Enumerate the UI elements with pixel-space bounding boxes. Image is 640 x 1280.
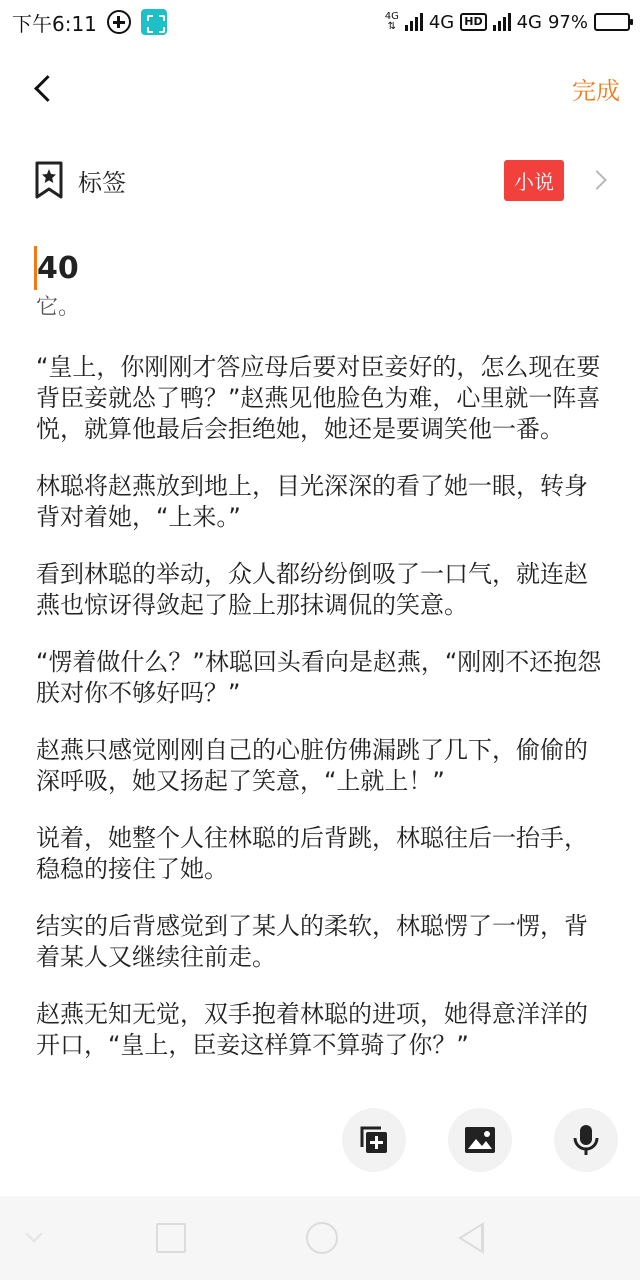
title-field[interactable]	[34, 246, 79, 290]
clipped-text-line	[36, 295, 81, 320]
add-copy-button[interactable]	[342, 1108, 406, 1172]
chevron-right-icon[interactable]	[590, 170, 610, 190]
paragraph[interactable]: “皇上，你刚刚才答应母后要对臣妾好的，怎么现在要背臣妾就怂了鸭？”赵燕见他脸色为难，心里就一阵喜悦，就算他最后会拒绝她，她还是要调笑他一番。	[36, 353, 601, 443]
add-copy-icon	[357, 1123, 391, 1157]
hd-badge: HD	[460, 13, 486, 31]
paragraph[interactable]: 结实的后背感觉到了某人的柔软，林聪愣了一愣，背着某人又继续往前走。	[36, 912, 588, 971]
status-time: 下午6:11	[12, 11, 97, 36]
signal-icon-2	[493, 13, 511, 31]
voice-input-button[interactable]	[554, 1108, 618, 1172]
network-label-1: 4G	[428, 11, 455, 33]
signal-icon	[405, 13, 423, 31]
image-icon	[463, 1123, 497, 1157]
add-circle-icon	[107, 10, 131, 34]
paragraph[interactable]: 林聪将赵燕放到地上，目光深深的看了她一眼，转身背对着她，“上来。”	[36, 472, 588, 531]
battery-icon	[594, 13, 630, 31]
small-4g-label: 4G	[384, 11, 399, 22]
bookmark-star-icon	[34, 160, 64, 200]
nav-back-icon[interactable]	[458, 1222, 484, 1254]
recents-icon[interactable]	[156, 1223, 186, 1253]
arrows-icon: ⇅	[387, 21, 396, 32]
system-nav-bar	[0, 1196, 640, 1280]
clipped-text: 它。	[36, 295, 81, 320]
battery-percent: 97%	[547, 11, 588, 33]
tag-row[interactable]	[0, 152, 640, 208]
status-bar	[0, 0, 640, 44]
paragraph[interactable]: 赵燕只感觉刚刚自己的心脏仿佛漏跳了几下，偷偷的深呼吸，她又扬起了笑意，“上就上！”	[36, 736, 588, 795]
scan-icon	[141, 9, 167, 35]
small-4g-indicator	[385, 12, 399, 32]
paragraph[interactable]: 赵燕无知无觉，双手抱着林聪的进项，她得意洋洋的开口，“皇上，臣妾这样算不算骑了你？”	[36, 1000, 588, 1059]
document-body[interactable]	[36, 352, 606, 1087]
nav-collapse-icon[interactable]	[26, 1226, 43, 1243]
network-label-2: 4G	[516, 11, 542, 33]
tag-badge[interactable]: 小说	[504, 160, 564, 201]
paragraph[interactable]: 看到林聪的举动，众人都纷纷倒吸了一口气，就连赵燕也惊讶得敛起了脸上那抹调侃的笑意。	[36, 560, 588, 619]
done-button[interactable]: 完成	[572, 71, 620, 106]
header	[0, 56, 640, 120]
document-title[interactable]: 40	[37, 250, 79, 286]
tag-label: 标签	[78, 168, 126, 197]
insert-image-button[interactable]	[448, 1108, 512, 1172]
home-icon[interactable]	[306, 1222, 338, 1254]
back-arrow-icon[interactable]	[32, 74, 60, 102]
microphone-icon	[569, 1123, 603, 1157]
paragraph[interactable]: 说着，她整个人往林聪的后背跳，林聪往后一抬手，稳稳的接住了她。	[36, 824, 588, 883]
paragraph[interactable]: “愣着做什么？”林聪回头看向是赵燕，“刚刚不还抱怨朕对你不够好吗？”	[36, 648, 602, 707]
